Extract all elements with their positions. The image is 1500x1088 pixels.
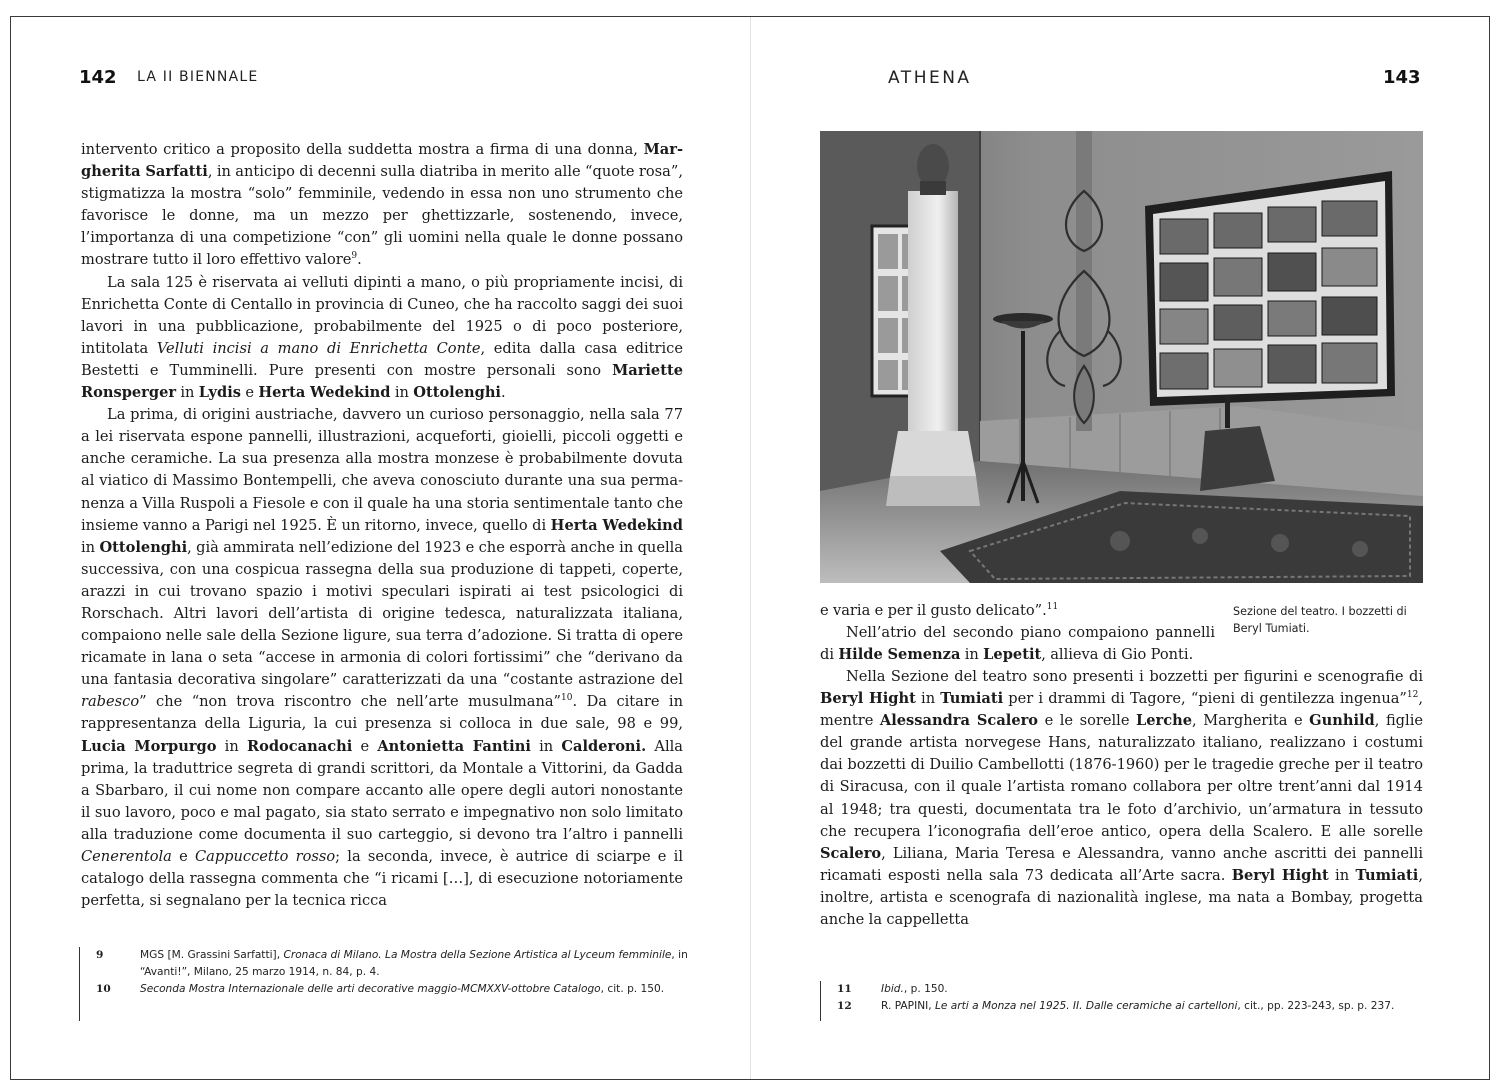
footnote-number: 11 [837, 983, 852, 995]
footnote-text: Seconda Mostra Internazionale delle arti decorative maggio-MCMXXV-ottobre Catalogo, cit. p. 150. [140, 983, 665, 995]
body-text [820, 666, 1423, 931]
exhibition-photo [820, 131, 1423, 583]
left-page [11, 17, 750, 1079]
right-page [751, 17, 1490, 1079]
book-spread [10, 16, 1490, 1080]
page-number: 143 [1383, 67, 1421, 88]
footnotes [820, 981, 1430, 1021]
body-text-top [820, 600, 1215, 666]
footnote-number: 12 [837, 1000, 852, 1012]
paragraph: Nella Sezione del teatro sono presenti i bozzetti per figurini e scenografie di Beryl Hight in Tumiati per i drammi di Tagore, “pieni di gentilezza ingenua”$^{12}$, mentre Alessandra Scalero e le sorelle Lerche, Margherita e Gunhild, figlie del grande artista norvegese Hans, naturalizzato italiano, realizzano i costumi dai bozzetti di Duilio Cambellotti (1876-1960) per le tragedie greche per il teatro di Siracusa, con il quale l’artista romano collabora per oltre trent’anni dal 1914 al 1948; tra questi, documentata tra le foto d’archivio, un’armatura in tessuto che recupera l’iconografia dell’eroe antico, opera della Scalero. E alle sorelle Scalero, Liliana, Maria Teresa e Alessandra, vanno anche ascritti dei pannelli ricamati esposti nella sala 73 dedicata all’Arte sacra. Beryl Hight in Tumiati, inoltre, artista e scenografa di nazionalità inglese, ma nata a Bombay, progetta anche la cappelletta [820, 668, 1423, 929]
footnote-text: R. PAPINI, Le arti a Monza nel 1925. II. Dalle ceramiche ai cartelloni, cit., pp. 223-243, sp. p. 237. [881, 1000, 1395, 1012]
running-head: ATHENA [888, 68, 972, 88]
footnote-number: 10 [96, 983, 111, 995]
footnote-text: MGS [M. Grassini Sarfatti], Cronaca di Milano. La Mostra della Sezione Artistica al Lyceum femminile, in “Avanti!”, Milano, 25 marzo 1914, n. 84, p. 4. [140, 949, 688, 978]
paragraph: La sala 125 è riservata ai velluti dipinti a mano, o più propriamente incisi, di Enrichetta Conte di Centallo in provincia di Cuneo, che ha raccolto saggi dei suoi lavori in una pubblicazione, probabilmente del 1925 o di poco posteriore, intitolata Velluti incisi a mano di Enrichetta Conte, edita dalla casa editrice Bestetti e Tumminelli. Pure presenti con mostre personali sono Mariette Ronsperger in Lydis e Herta Wedekind in Ottolenghi. [81, 273, 683, 402]
footnote-number: 9 [96, 949, 104, 961]
page-number: 142 [79, 67, 117, 88]
paragraph: Nell’atrio del secondo piano compaiono pannelli di Hilde Semenza in Lepetit, allieva di Gio Ponti. [820, 624, 1215, 664]
running-head: LA II BIENNALE [137, 69, 259, 85]
footnote-text: Ibid., p. 150. [881, 983, 948, 995]
paragraph: e varia e per il gusto delicato”.$^{11}$ [820, 602, 1059, 619]
footnote [80, 947, 689, 981]
photo-caption: Sezione del teatro. I bozzetti di Beryl Tumiati. [1233, 605, 1407, 635]
footnotes [79, 947, 689, 1021]
footnote [821, 998, 1430, 1015]
paragraph: La prima, di origini austriache, davvero un curioso personaggio, nella sala 77 a lei riservata espone pannelli, illustrazioni, acqueforti, gioielli, piccoli oggetti e anche ceramiche. La sua presenza alla mostra monzese è probabilmente dovuta al viatico di Massimo Bontempelli, che aveva conosciuto durante una sua permanenza a Villa Ruspoli a Fiesole e con il quale ha una storia sentimentale tanto che insieme vanno a Parigi nel 1925. È un ritorno, invece, quello di Herta Wedekind in Ottolenghi, già ammirata nell’edizione del 1923 e che esporrà anche in quella successiva, con una cospicua rassegna della sua produzione di tappeti, coperte, arazzi in cui trovano spazio i motivi speculari ispirati ai test psicologici di Rorschach. Altri lavori dell’artista di origine tedesca, naturalizzata italiana, compaiono nelle sale della Sezione ligure, sua terra d’adozione. Si tratta di opere ricamate in lana o seta “accese in armonia di colori fortissimi” che “derivano da una fantasia decorativa singolare” caratterizzati da una “costante astrazione del rabesco” che “non trova riscontro che nell’arte musulmana”$^{10}$. Da citare in rappresentanza della Liguria, la cui presenza si colloca in due sale, 98 e 99, Lucia Morpurgo in Rodocanachi e Antonietta Fantini in Calderoni. Alla prima, la traduttrice segreta di grandi scrittori, da Montale a Vittorini, da Gadda a Sbarbaro, il cui nome non compare accanto alle opere degli autori nonostante il suo lavoro, poco e mal pagato, sia stato serrato e impegnativo non solo limitato alla traduzione come documenta il suo carteggio, si devono tra l’altro i pannelli Cenerentola e Cappuccetto rosso; la seconda, invece, è autrice di sciarpe e il catalogo della rassegna commenta che “i ricami […], di esecuzione notoriamente perfetta, si segnalano per la tecnica ricca [81, 406, 683, 910]
footnote [80, 981, 689, 998]
footnote [821, 981, 1430, 998]
exhibition-photo-image [820, 131, 1423, 583]
body-text [81, 139, 683, 912]
paragraph: intervento critico a proposito della suddetta mostra a firma di una donna, Margherita Sarfatti, in anticipo di decenni sulla diatriba in merito alle “quote rosa”, stigmatizza la mostra “solo” femminile, vedendo in essa non uno strumento che favorisce le donne, ma un mezzo per ghettizzarle, sostenendo, invece, l’importanza di una competizione “con” gli uomini nella quale le donne possano mostrare tutto il loro effettivo valore$^9$. [81, 141, 683, 269]
